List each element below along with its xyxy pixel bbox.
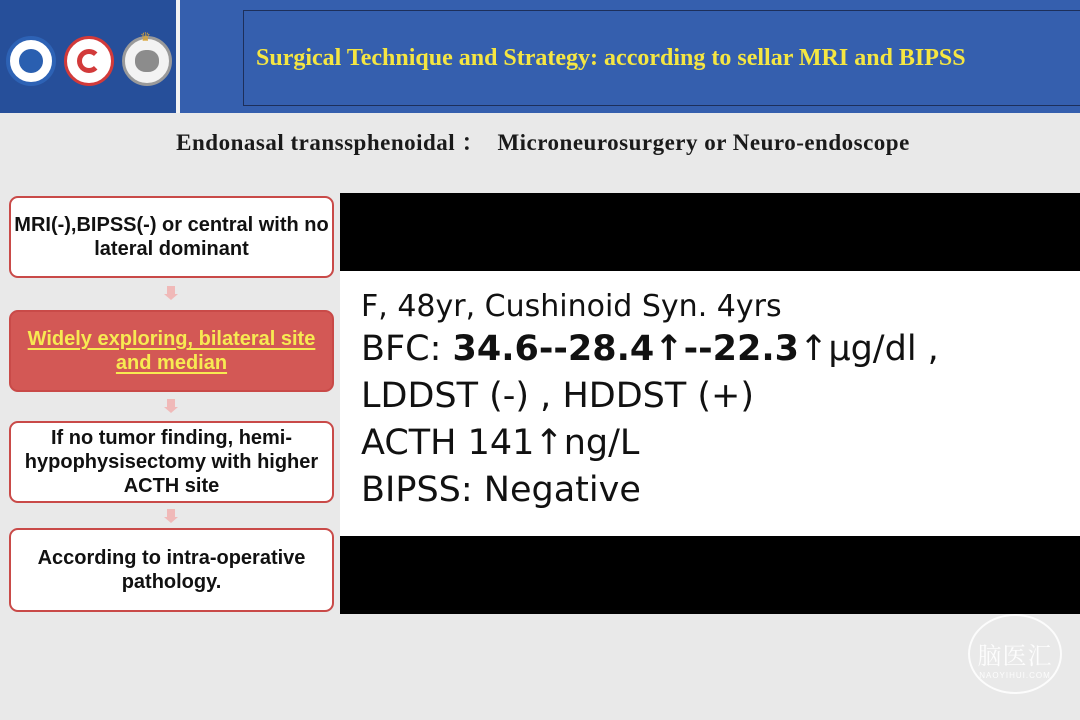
case-dexamethasone: LDDST (-) , HDDST (+)	[361, 376, 755, 416]
flow-step-1	[9, 196, 334, 278]
down-arrow-icon	[164, 399, 178, 413]
hospital-logo-icon	[6, 36, 56, 86]
flow-step-4	[9, 528, 334, 612]
watermark-text: 脑医汇	[977, 643, 1053, 670]
bfc-unit: ↑μg/dl ,	[799, 329, 939, 369]
case-details	[340, 271, 1080, 536]
brain-crown-logo-icon: ♛	[122, 36, 172, 86]
down-arrow-icon	[164, 286, 178, 300]
flow-step-2-text: Widely exploring, bilateral site and median	[27, 328, 316, 374]
flow-step-4-text: According to intra-operative pathology.	[37, 547, 306, 593]
flow-step-3	[9, 421, 334, 503]
flow-step-2	[9, 310, 334, 392]
case-bfc	[361, 326, 1080, 373]
case-panel	[340, 193, 1080, 614]
title-box	[243, 10, 1080, 106]
case-bipss: BIPSS: Negative	[361, 470, 641, 510]
logo-panel	[0, 0, 180, 113]
watermark-logo	[968, 614, 1062, 694]
bfc-values: 34.6--28.4↑--22.3	[452, 329, 799, 369]
watermark-subtext: NAOYIHUI.COM	[979, 671, 1051, 680]
case-acth: ACTH 141↑ng/L	[361, 423, 640, 463]
flow-step-1-text: MRI(-),BIPSS(-) or central with no lateral dominant	[14, 214, 329, 260]
bfc-label: BFC:	[361, 329, 453, 369]
slide-subtitle: Endonasal transsphenoidal ： Microneurosurgery or Neuro-endoscope	[176, 130, 910, 155]
case-demographics: F, 48yr, Cushinoid Syn. 4yrs	[361, 289, 782, 324]
down-arrow-icon	[164, 509, 178, 523]
flow-step-3-text: If no tumor finding, hemi-hypophysisectomy with higher ACTH site	[24, 427, 319, 497]
slide-title: Surgical Technique and Strategy: according to sellar MRI and BIPSS	[256, 44, 966, 71]
slide-header	[0, 0, 1080, 113]
institute-logo-icon	[64, 36, 114, 86]
